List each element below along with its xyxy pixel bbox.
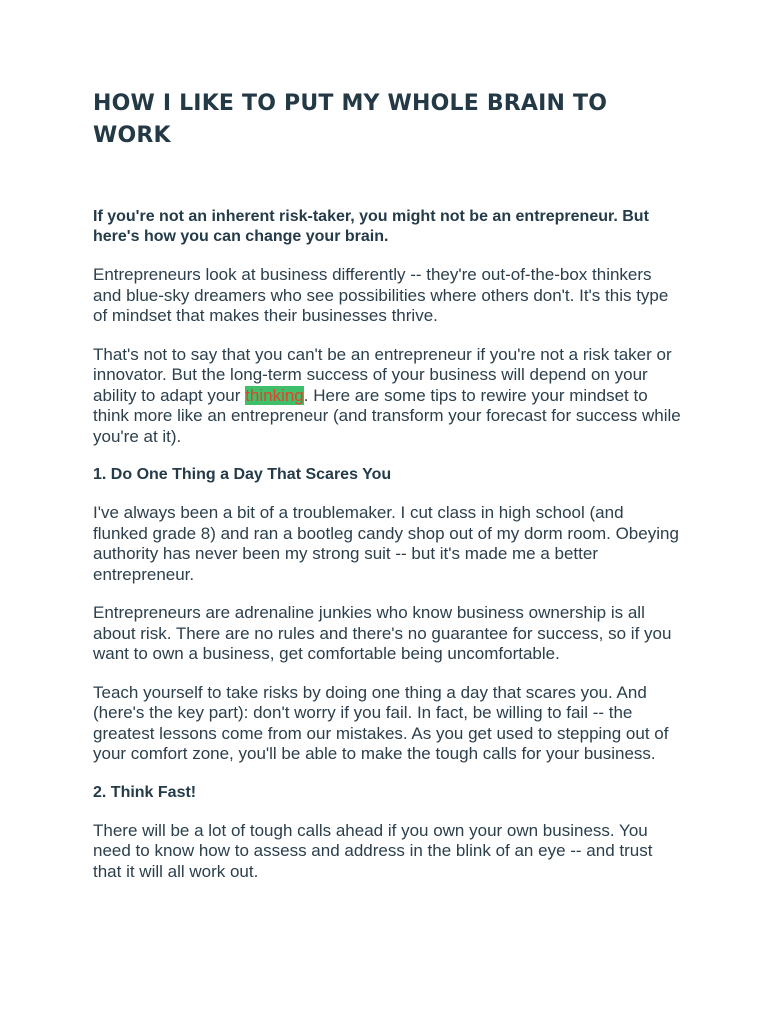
paragraph-intro: Entrepreneurs look at business differently -- they're out-of-the-box thinkers and blue-sky dreamers who see possibilities where others don't. It's this type of mindset that makes their businesses thrive. — [93, 265, 669, 325]
article-lede: If you're not an inherent risk-taker, you might not be an entrepreneur. But here's how you can change your brain. — [93, 208, 649, 245]
paragraph-adrenaline: Entrepreneurs are adrenaline junkies who know business ownership is all about risk. There are no rules and there's no guarantee for success, so if you want to own a business, get comfortable being uncomfortable. — [93, 603, 672, 663]
section-heading-think-fast: 2. Think Fast! — [93, 783, 197, 801]
paragraph-take-risks: Teach yourself to take risks by doing one thing a day that scares you. And (here's the key part): don't worry if you fail. In fact, be willing to fail -- the greatest lessons come from our mistakes. As you get used to stepping out of your comfort zone, you'll be able to make the tough calls for your business. — [93, 682, 669, 763]
paragraph-text-after: . Here are some tips to rewire your mindset to think more like an entrepreneur (and transform your forecast for success while you're at it). — [93, 385, 681, 446]
article — [93, 88, 683, 882]
paragraph-troublemaker: I've always been a bit of a troublemaker. I cut class in high school (and flunked grade 8) and ran a bootleg candy shop out of my dorm room. Obeying authority has never been my strong suit -- but it's made me a better entrepreneur. — [93, 503, 679, 584]
article-title: HOW I LIKE TO PUT MY WHOLE BRAIN TO WORK — [93, 91, 608, 148]
paragraph-thinking — [93, 345, 683, 448]
highlighted-word: thinking — [245, 385, 304, 405]
section-heading-scares: 1. Do One Thing a Day That Scares You — [93, 466, 392, 483]
paragraph-text-before: That's not to say that you can't be an entrepreneur if you're not a risk taker or innovator. But the long-term success of your business will depend on your ability to adapt your — [93, 344, 672, 405]
paragraph-tough-calls: There will be a lot of tough calls ahead if you own your own business. You need to know how to assess and address in the blink of an eye -- and trust that it will all work out. — [93, 820, 653, 881]
